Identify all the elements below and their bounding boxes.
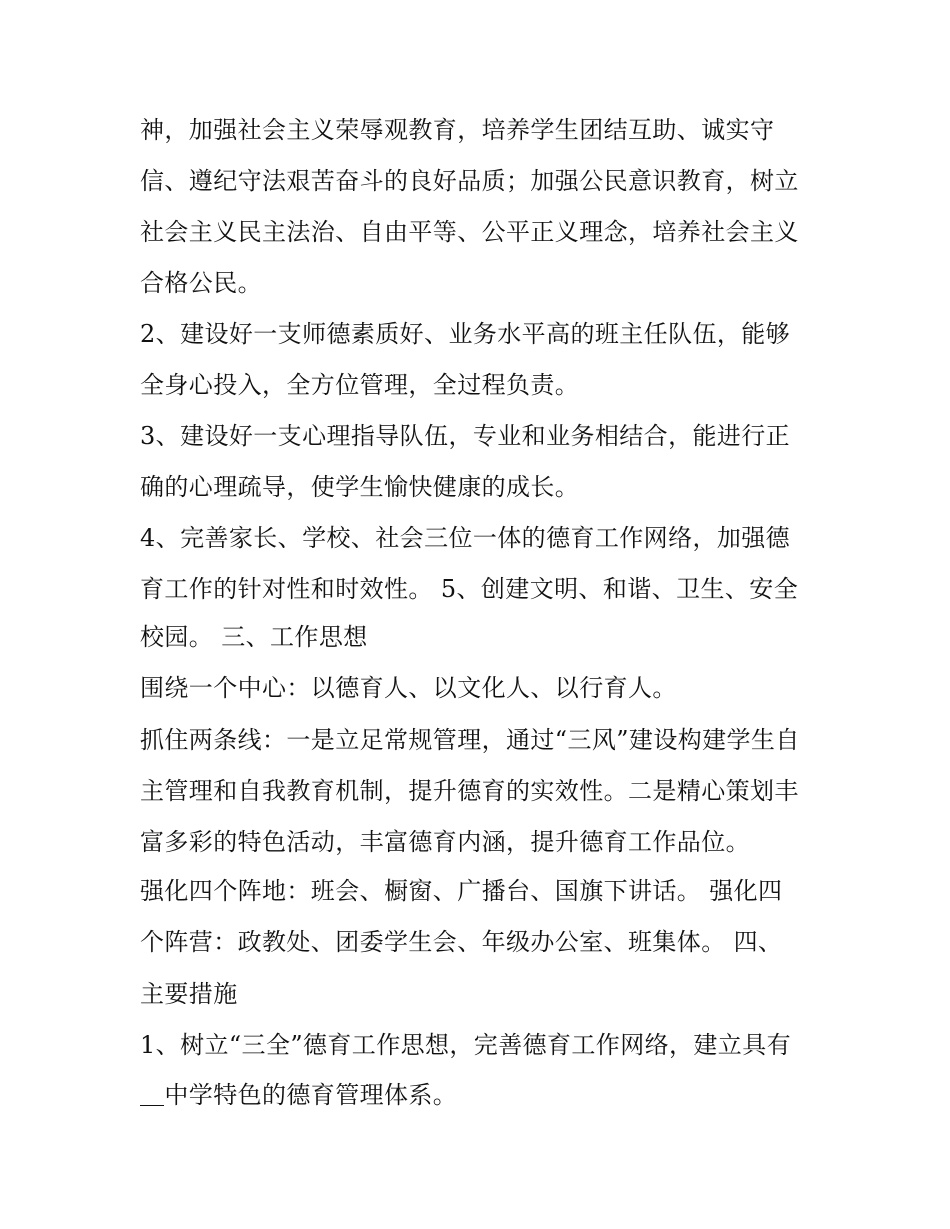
text-line: 抓住两条线：一是立足常规管理，通过“三风”建设构建学生自: [140, 726, 800, 754]
text-line: 3、建设好一支心理指导队伍，专业和业务相结合，能进行正: [140, 422, 791, 450]
text-line: 育工作的针对性和时效性。 5、创建文明、和谐、卫生、安全: [140, 575, 799, 603]
text-line: 1、树立“三全”德育工作思想，完善德育工作网络，建立具有: [140, 1031, 792, 1059]
text-line: 4、完善家长、学校、社会三位一体的德育工作网络，加强德: [140, 524, 791, 552]
text-line: ＿中学特色的德育管理体系。: [140, 1081, 458, 1109]
text-line: 富多彩的特色活动，丰富德育内涵，提升德育工作品位。: [140, 828, 750, 856]
text-line: 围绕一个中心：以德育人、以文化人、以行育人。: [140, 674, 677, 702]
text-line: 主要措施: [140, 980, 238, 1008]
text-line: 强化四个阵地：班会、橱窗、广播台、国旗下讲话。 强化四: [140, 877, 783, 905]
text-line: 神，加强社会主义荣辱观教育，培养学生团结互助、诚实守: [140, 116, 775, 144]
text-line: 2、建设好一支师德素质好、业务水平高的班主任队伍，能够: [140, 320, 791, 348]
text-line: 主管理和自我教育机制，提升德育的实效性。二是精心策划丰: [140, 777, 799, 805]
text-line: 社会主义民主法治、自由平等、公平正义理念，培养社会主义: [140, 218, 799, 246]
text-line: 合格公民。: [140, 269, 262, 297]
text-line: 全身心投入，全方位管理，全过程负责。: [140, 371, 580, 399]
text-line: 信、遵纪守法艰苦奋斗的良好品质；加强公民意识教育，树立: [140, 167, 799, 195]
text-line: 个阵营：政教处、团委学生会、年级办公室、班集体。 四、: [140, 928, 783, 956]
text-line: 校园。 三、工作思想: [140, 623, 368, 651]
text-line: 确的心理疏导，使学生愉快健康的成长。: [140, 473, 580, 501]
